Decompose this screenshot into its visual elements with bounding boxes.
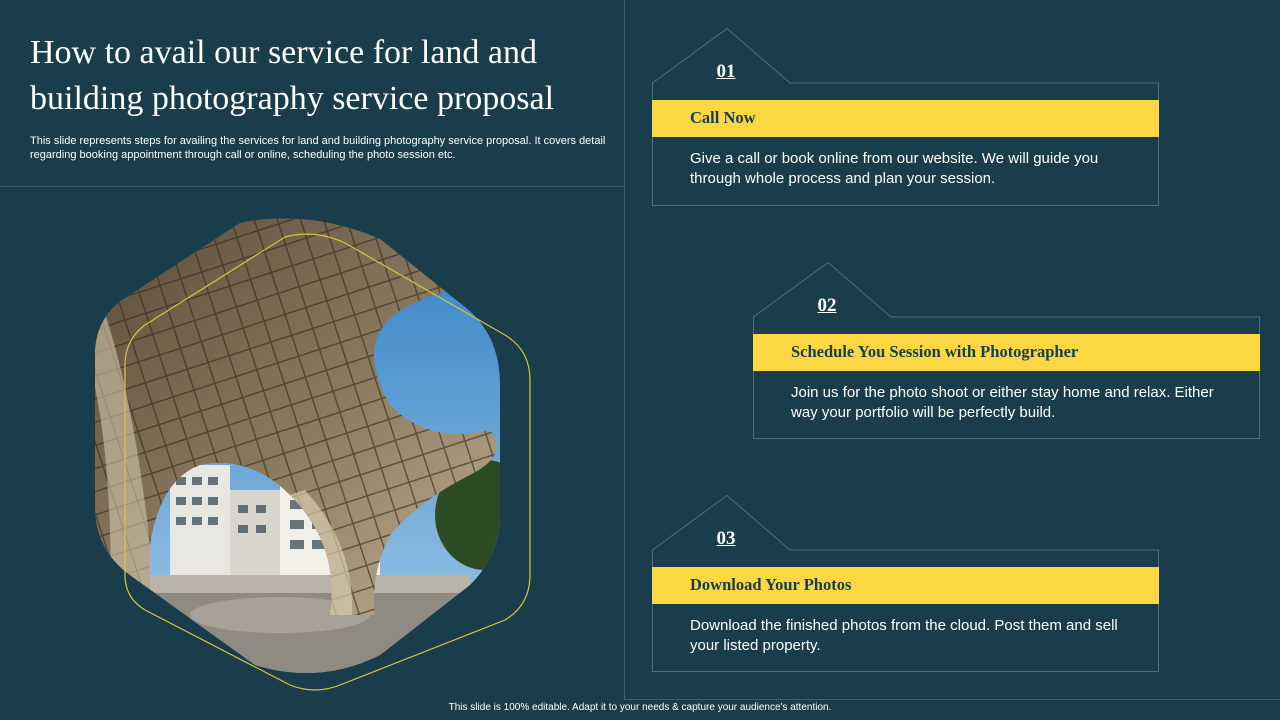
step-number-1: 01 xyxy=(716,61,736,82)
step-description-2: Join us for the photo shoot or either stay home and relax. Either way your portfolio will be perfectly build. xyxy=(791,384,1214,421)
step-heading-1: Call Now xyxy=(690,108,756,127)
step-number-2: 02 xyxy=(817,295,837,316)
slide-title: How to avail our service for land and building photography service proposal xyxy=(30,34,555,117)
step-card-1 xyxy=(652,28,1159,228)
slide-footer: This slide is 100% editable. Adapt it to your needs & capture your audience's attention. xyxy=(448,702,832,713)
building-photo xyxy=(90,215,540,695)
bottom-divider xyxy=(624,699,1280,700)
step-heading-2: Schedule You Session with Photographer xyxy=(791,342,1079,361)
vertical-divider xyxy=(624,0,625,700)
step-description-1: Give a call or book online from our website. We will guide you through whole process and plan your session. xyxy=(690,150,1099,187)
step-heading-3: Download Your Photos xyxy=(690,575,852,594)
step-description-3: Download the finished photos from the cloud. Post them and sell your listed property. xyxy=(690,617,1118,654)
step-card-2 xyxy=(753,262,1260,462)
step-number-3: 03 xyxy=(716,528,736,549)
header-divider xyxy=(0,186,625,187)
slide-subtitle: This slide represents steps for availing the services for land and building photography service proposal. It covers detail regarding booking appointment through call or online, scheduling the photo session etc. xyxy=(30,135,606,161)
step-card-3 xyxy=(652,495,1159,695)
